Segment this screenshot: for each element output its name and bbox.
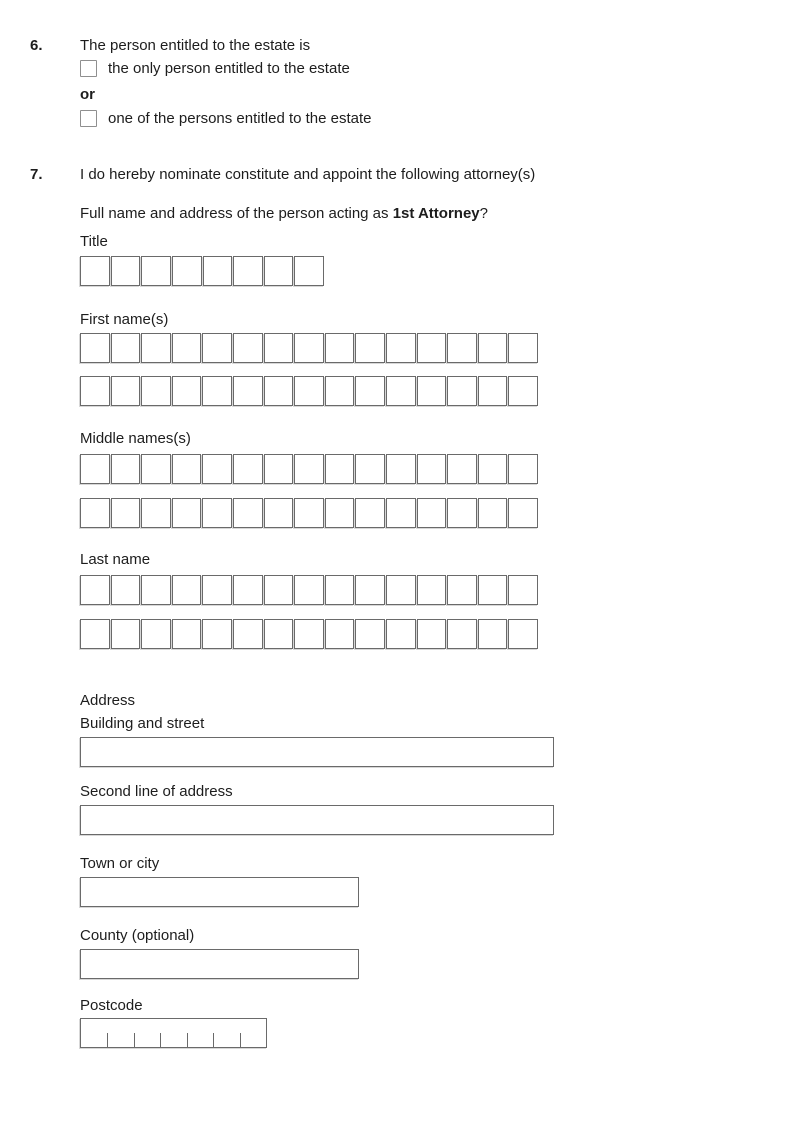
char-cell[interactable] <box>233 619 263 649</box>
char-cell[interactable] <box>141 256 171 286</box>
char-cell[interactable] <box>172 333 202 363</box>
question-6-number: 6. <box>30 37 43 54</box>
char-cell[interactable] <box>355 333 385 363</box>
char-cell[interactable] <box>325 454 355 484</box>
char-cell[interactable] <box>325 575 355 605</box>
comb-divider <box>160 1033 161 1047</box>
char-cell[interactable] <box>294 454 324 484</box>
char-cell[interactable] <box>264 333 294 363</box>
char-cell[interactable] <box>264 256 294 286</box>
char-cell[interactable] <box>508 575 538 605</box>
last-name-charboxes-row1[interactable] <box>80 575 538 605</box>
char-cell[interactable] <box>386 376 416 406</box>
char-cell[interactable] <box>203 256 233 286</box>
second-line-label: Second line of address <box>80 783 233 800</box>
last-name-label: Last name <box>80 551 151 568</box>
char-cell[interactable] <box>386 575 416 605</box>
char-cell[interactable] <box>447 619 477 649</box>
comb-divider <box>240 1033 241 1047</box>
char-cell[interactable] <box>325 498 355 528</box>
char-cell[interactable] <box>508 619 538 649</box>
question-6-statement: The person entitled to the estate is <box>80 37 311 54</box>
char-cell[interactable] <box>202 333 232 363</box>
question-7-number: 7. <box>30 166 43 183</box>
char-cell[interactable] <box>141 498 171 528</box>
char-cell[interactable] <box>325 619 355 649</box>
question-7-statement: I do hereby nominate constitute and appoint the following attorney(s) <box>80 166 536 183</box>
char-cell[interactable] <box>202 498 232 528</box>
char-cell[interactable] <box>294 575 324 605</box>
char-cell[interactable] <box>417 619 447 649</box>
char-cell[interactable] <box>264 454 294 484</box>
char-cell[interactable] <box>417 333 447 363</box>
char-cell[interactable] <box>355 619 385 649</box>
char-cell[interactable] <box>508 498 538 528</box>
char-cell[interactable] <box>80 575 110 605</box>
building-street-label: Building and street <box>80 715 205 732</box>
char-cell[interactable] <box>172 454 202 484</box>
comb-divider <box>213 1033 214 1047</box>
char-cell[interactable] <box>386 498 416 528</box>
char-cell[interactable] <box>80 619 110 649</box>
comb-divider <box>107 1033 108 1047</box>
char-cell[interactable] <box>111 333 141 363</box>
char-cell[interactable] <box>355 376 385 406</box>
char-cell[interactable] <box>264 619 294 649</box>
county-input[interactable] <box>80 949 359 979</box>
building-street-input[interactable] <box>80 737 554 767</box>
char-cell[interactable] <box>233 454 263 484</box>
char-cell[interactable] <box>172 376 202 406</box>
char-cell[interactable] <box>294 376 324 406</box>
one-of-persons-checkbox[interactable] <box>80 110 97 127</box>
char-cell[interactable] <box>325 376 355 406</box>
char-cell[interactable] <box>264 376 294 406</box>
char-cell[interactable] <box>172 619 202 649</box>
char-cell[interactable] <box>447 575 477 605</box>
char-cell[interactable] <box>233 256 263 286</box>
char-cell[interactable] <box>111 376 141 406</box>
town-city-label: Town or city <box>80 855 160 872</box>
question-6 <box>30 36 800 127</box>
char-cell[interactable] <box>386 333 416 363</box>
char-cell[interactable] <box>447 333 477 363</box>
char-cell[interactable] <box>80 333 110 363</box>
one-of-persons-label: one of the persons entitled to the estate <box>108 110 372 127</box>
char-cell[interactable] <box>417 454 447 484</box>
char-cell[interactable] <box>233 498 263 528</box>
char-cell[interactable] <box>233 333 263 363</box>
char-cell[interactable] <box>111 498 141 528</box>
char-cell[interactable] <box>111 454 141 484</box>
char-cell[interactable] <box>111 575 141 605</box>
char-cell[interactable] <box>386 619 416 649</box>
char-cell[interactable] <box>264 498 294 528</box>
char-cell[interactable] <box>202 376 232 406</box>
or-conjunction: or <box>80 86 95 103</box>
char-cell[interactable] <box>264 575 294 605</box>
char-cell[interactable] <box>508 454 538 484</box>
char-cell[interactable] <box>478 575 508 605</box>
attorney-prompt-prefix: Full name and address of the person acting as <box>80 205 393 222</box>
address-label: Address <box>80 692 136 709</box>
char-cell[interactable] <box>202 454 232 484</box>
question-7-body <box>80 165 800 1048</box>
char-cell[interactable] <box>80 256 110 286</box>
char-cell[interactable] <box>294 498 324 528</box>
char-cell[interactable] <box>478 454 508 484</box>
char-cell[interactable] <box>294 256 324 286</box>
char-cell[interactable] <box>141 454 171 484</box>
char-cell[interactable] <box>141 619 171 649</box>
char-cell[interactable] <box>111 619 141 649</box>
char-cell[interactable] <box>355 498 385 528</box>
char-cell[interactable] <box>417 376 447 406</box>
middle-names-charboxes-row1[interactable] <box>80 454 538 484</box>
title-charboxes[interactable] <box>80 256 324 286</box>
option-one-of-persons[interactable] <box>80 110 800 127</box>
comb-divider <box>134 1033 135 1047</box>
attorney-prompt-bold: 1st Attorney <box>392 205 480 222</box>
char-cell[interactable] <box>478 619 508 649</box>
question-7 <box>30 165 800 1048</box>
char-cell[interactable] <box>233 575 263 605</box>
postcode-label: Postcode <box>80 997 143 1014</box>
char-cell[interactable] <box>508 333 538 363</box>
first-names-charboxes-row1[interactable] <box>80 333 538 363</box>
first-names-label: First name(s) <box>80 311 169 328</box>
char-cell[interactable] <box>202 575 232 605</box>
char-cell[interactable] <box>141 333 171 363</box>
attorney-prompt <box>80 204 800 224</box>
middle-names-label: Middle names(s) <box>80 430 191 447</box>
char-cell[interactable] <box>233 376 263 406</box>
char-cell[interactable] <box>478 376 508 406</box>
char-cell[interactable] <box>172 575 202 605</box>
only-person-checkbox[interactable] <box>80 60 97 77</box>
char-cell[interactable] <box>447 498 477 528</box>
char-cell[interactable] <box>141 376 171 406</box>
char-cell[interactable] <box>386 454 416 484</box>
comb-divider <box>187 1033 188 1047</box>
char-cell[interactable] <box>141 575 171 605</box>
first-names-charboxes-row2[interactable] <box>80 376 538 406</box>
county-label: County (optional) <box>80 927 195 944</box>
middle-names-charboxes-row2[interactable] <box>80 498 538 528</box>
postcode-comb-input[interactable] <box>80 1018 267 1048</box>
char-cell[interactable] <box>80 376 110 406</box>
char-cell[interactable] <box>417 498 447 528</box>
char-cell[interactable] <box>80 498 110 528</box>
last-name-charboxes-row2[interactable] <box>80 619 538 649</box>
char-cell[interactable] <box>172 498 202 528</box>
char-cell[interactable] <box>478 333 508 363</box>
question-6-body <box>80 36 800 127</box>
char-cell[interactable] <box>355 454 385 484</box>
char-cell[interactable] <box>417 575 447 605</box>
town-city-input[interactable] <box>80 877 359 907</box>
char-cell[interactable] <box>111 256 141 286</box>
char-cell[interactable] <box>294 333 324 363</box>
char-cell[interactable] <box>80 454 110 484</box>
char-cell[interactable] <box>294 619 324 649</box>
char-cell[interactable] <box>478 498 508 528</box>
only-person-label: the only person entitled to the estate <box>108 60 350 77</box>
attorney-prompt-suffix: ? <box>479 205 488 222</box>
char-cell[interactable] <box>355 575 385 605</box>
char-cell[interactable] <box>447 376 477 406</box>
char-cell[interactable] <box>202 619 232 649</box>
title-label: Title <box>80 233 108 250</box>
option-only-person[interactable] <box>80 60 800 77</box>
char-cell[interactable] <box>172 256 202 286</box>
char-cell[interactable] <box>325 333 355 363</box>
second-line-input[interactable] <box>80 805 554 835</box>
char-cell[interactable] <box>508 376 538 406</box>
char-cell[interactable] <box>447 454 477 484</box>
